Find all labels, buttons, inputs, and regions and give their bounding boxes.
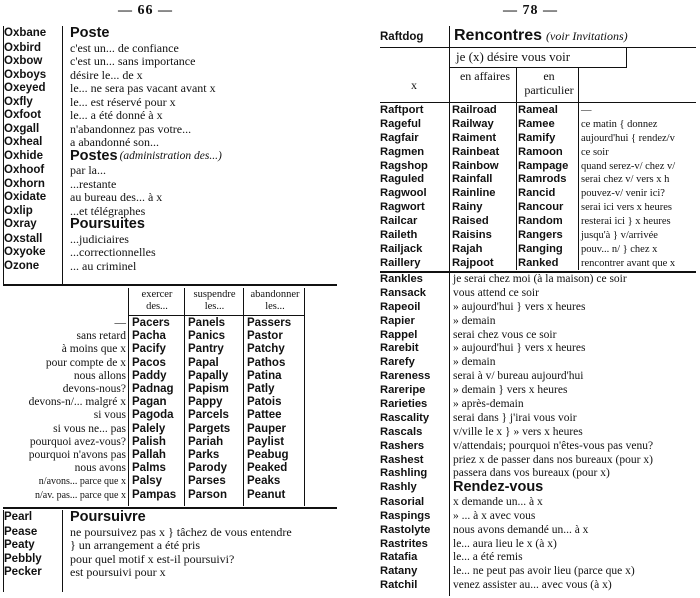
list-item — [4, 136, 334, 150]
list-item — [4, 178, 334, 192]
code-word: Oxgall — [4, 122, 40, 135]
code-word: Pearl — [4, 511, 33, 523]
entry-text: le... ne sera pas vacant avant x — [70, 81, 216, 95]
entry-text: venez assister au... avec vous (à x) — [453, 579, 612, 592]
list-item — [4, 82, 334, 96]
entry-text: ne poursuivez pas x } tâchez de vous entendre — [70, 524, 292, 539]
code-word: Pantry — [188, 343, 224, 356]
code-word: Ozone — [4, 259, 40, 272]
row-label: devons-nous? — [62, 383, 126, 395]
list-item — [380, 454, 698, 468]
list-item — [4, 218, 334, 233]
code-word: Rageful — [380, 117, 422, 130]
entry-text: c'est un... de confiance — [70, 40, 179, 55]
entry-text: quand serez-v/ chez v/ — [581, 160, 676, 172]
entry-text: — — [581, 105, 592, 116]
entry-text: passera dans vos bureaux (pour x) — [453, 467, 610, 480]
code-word: Ramify — [518, 131, 556, 144]
section-title: Rencontres — [454, 27, 543, 44]
code-word: Rainy — [452, 201, 483, 214]
code-word: Palish — [132, 435, 166, 448]
entry-text: je serai chez moi (à la maison) ce soir — [453, 273, 627, 285]
code-word: Raiment — [452, 131, 497, 144]
column-header: en particulier — [524, 69, 574, 97]
code-word: Oxfly — [4, 95, 33, 108]
code-word: Railroad — [452, 104, 497, 116]
row-label: si vous — [93, 409, 126, 422]
code-word: Ratafia — [380, 551, 418, 564]
entry-text: au bureau des... à x — [70, 190, 163, 204]
code-word: Papally — [188, 369, 229, 382]
entry-text: par la... — [70, 163, 106, 177]
code-word: Rastolyte — [380, 523, 431, 536]
entry-text: Poste — [70, 25, 110, 41]
code-word: Raillery — [380, 256, 421, 269]
entry-text: serai dans } j'irai vous voir — [453, 411, 577, 424]
entry-text: le... aura lieu le x (à x) — [453, 537, 557, 550]
list-item — [4, 539, 334, 553]
entry-text: serai ici vers x heures — [581, 202, 672, 214]
row-label: sans retard — [76, 330, 126, 343]
matrix-table — [0, 288, 338, 506]
code-word: Papal — [188, 356, 219, 369]
entry-text: » après-demain — [453, 398, 524, 411]
list-item — [380, 412, 698, 426]
table-row — [380, 173, 698, 187]
table-row — [380, 160, 698, 174]
table-row — [380, 257, 698, 271]
code-word: Ramrods — [518, 173, 567, 186]
code-word: Rajah — [452, 242, 483, 255]
entry-text: serai à v/ bureau aujourd'hui — [453, 370, 584, 383]
code-word: Patly — [247, 383, 275, 395]
code-word: Pargets — [188, 422, 231, 435]
code-word: Pease — [4, 525, 38, 538]
list-item — [380, 510, 698, 524]
table-row — [380, 215, 698, 229]
list-item — [380, 384, 698, 398]
code-word: Palely — [132, 422, 166, 435]
code-word: Patina — [247, 369, 282, 382]
right-page — [380, 0, 698, 598]
code-word: Padnag — [132, 383, 174, 395]
entry-text: pouv... n/ } chez x — [581, 243, 658, 255]
code-word: Ranked — [518, 256, 559, 269]
list-item — [4, 553, 334, 567]
subtitle: je (x) désire vous voir — [456, 49, 571, 64]
code-word: Passers — [247, 317, 292, 329]
list-item — [380, 342, 698, 356]
code-word: Rastrites — [380, 537, 428, 550]
poursuivre-section — [4, 511, 334, 580]
code-word: Pauper — [247, 422, 286, 435]
code-word: Railjack — [380, 242, 423, 255]
row-label: n/avons... parce que x — [38, 476, 126, 488]
code-word: Raisins — [452, 229, 492, 242]
entry-text: ce matin { donnez — [581, 118, 658, 130]
list-item — [4, 164, 334, 178]
row-label: à moins que x — [61, 343, 126, 356]
code-word: Rameal — [518, 104, 558, 116]
poste-section — [4, 27, 334, 273]
code-word: Ransack — [380, 286, 427, 299]
entry-text: » aujourd'hui } vers x heures — [453, 300, 586, 313]
code-word: Ratany — [380, 565, 418, 578]
code-word: Oxstall — [4, 232, 43, 245]
code-word: Ragmen — [380, 145, 425, 158]
entry-text: serai chez v/ vers x h — [581, 174, 670, 186]
code-word: Rasorial — [380, 495, 425, 508]
rencontres-table — [380, 104, 698, 271]
code-word: Peabug — [247, 449, 289, 461]
list-item — [380, 398, 698, 412]
code-word: Pariah — [188, 435, 224, 448]
code-word: Pampas — [132, 488, 177, 501]
code-word: Pagoda — [132, 409, 174, 422]
entry-text: ...restante — [70, 176, 117, 191]
code-word: Rashers — [380, 439, 425, 452]
code-word: Oxhoof — [4, 164, 45, 176]
table-row — [380, 201, 698, 215]
section-note: (voir Invitations) — [546, 29, 628, 43]
code-word: Parks — [188, 449, 220, 461]
code-word: Oxbane — [4, 27, 47, 39]
code-word: Oxeyed — [4, 82, 46, 94]
list-item — [380, 579, 698, 593]
code-word: Rascality — [380, 411, 430, 424]
entry-text: le... a été remis — [453, 551, 523, 564]
table-row — [380, 118, 698, 132]
entry-text: le... ne peut pas avoir lieu (parce que x) — [453, 565, 635, 578]
code-word: Parcels — [188, 409, 229, 422]
code-word: Oxidate — [4, 191, 47, 203]
code-word: Oxboys — [4, 68, 47, 81]
code-word: Rapier — [380, 314, 415, 327]
row-label: n/av. pas... parce que x — [35, 489, 126, 501]
list-item — [4, 511, 334, 526]
entry-text: » demain — [453, 356, 496, 369]
entry-text: désire le... de x — [70, 67, 143, 82]
code-word: Rareness — [380, 370, 431, 383]
list-item — [380, 481, 698, 496]
code-word: Oxheal — [4, 136, 43, 148]
code-word: Pacos — [132, 356, 166, 369]
code-word: Oxray — [4, 218, 37, 230]
entry-text: n'abandonnez pas votre... — [70, 121, 192, 136]
code-word: Paddy — [132, 369, 167, 382]
entry-text: a abandonné son... — [70, 135, 159, 149]
code-word: Rainfall — [452, 173, 493, 186]
list-item — [4, 42, 334, 56]
code-word: Rancid — [518, 187, 556, 200]
entry-text: » ... à x avec vous — [453, 509, 536, 522]
code-word: Railway — [452, 117, 494, 130]
entry-text: ...et télégraphes — [70, 203, 146, 218]
code-word: Oxfoot — [4, 109, 42, 121]
code-word: Panics — [188, 330, 226, 343]
code-word: Raguled — [380, 173, 425, 186]
code-word: Raspings — [380, 509, 431, 522]
list-item — [380, 301, 698, 315]
code-word: Rainline — [452, 187, 496, 200]
row-label: nous allons — [73, 369, 126, 382]
entry-text: v/attendais; pourquoi n'êtes-vous pas venu? — [453, 439, 654, 452]
code-word: Rarebit — [380, 342, 419, 355]
list-item — [380, 426, 698, 440]
entry-text: jusqu'à } v/arrivée — [581, 230, 658, 242]
list-item — [4, 27, 334, 42]
code-word: Oxyoke — [4, 246, 46, 258]
entry-text: priez x de passer dans nos bureaux (pour x) — [453, 453, 653, 466]
code-word: Ragwool — [380, 187, 427, 200]
list-item — [380, 370, 698, 384]
code-word: Oxbow — [4, 55, 43, 67]
code-word: Paylist — [247, 435, 285, 448]
code-word: Oxhide — [4, 149, 43, 162]
code-word: Palms — [132, 462, 166, 475]
code-word: Ragfair — [380, 131, 419, 144]
code-word: Peaks — [247, 475, 281, 488]
code-word: Ratchil — [380, 579, 418, 592]
table-row — [380, 229, 698, 243]
entry-text: Poursuites — [70, 216, 145, 232]
list-item — [380, 356, 698, 370]
column-header: abandonner les... — [250, 289, 300, 312]
code-word: Rascals — [380, 425, 423, 438]
entry-text: » aujourd'hui } vers x heures — [453, 342, 586, 355]
code-word: Patchy — [247, 343, 285, 356]
entry-text: ...judiciaires — [70, 231, 129, 246]
entry-text: Rendez-vous — [453, 479, 544, 496]
list-item — [4, 566, 334, 580]
code-word: Ragwort — [380, 201, 425, 214]
row-label: devons-n/... malgré x — [28, 396, 126, 409]
code-word: Raileth — [380, 229, 418, 242]
entry-text: vous attend ce soir — [453, 286, 539, 299]
code-word: Oxhorn — [4, 177, 45, 190]
code-word: Papism — [188, 383, 229, 395]
entry-text: ce soir — [581, 146, 609, 158]
code-word: Rarieties — [380, 398, 428, 411]
entry-text: resterai ici } x heures — [581, 216, 671, 228]
code-word: Random — [518, 215, 563, 228]
code-word: Rareripe — [380, 384, 426, 397]
code-word: Ragshop — [380, 159, 428, 172]
code-word: Pacers — [132, 317, 170, 329]
code-word: Rankles — [380, 273, 423, 285]
table-row — [380, 243, 698, 257]
list-item — [4, 55, 334, 69]
code-word: Railcar — [380, 215, 418, 228]
code-word: Pebbly — [4, 552, 42, 565]
entry-text: } un arrangement a été pris — [70, 538, 201, 552]
code-word: Rappel — [380, 328, 418, 341]
code-word: Ramoon — [518, 145, 563, 158]
column-header: x — [411, 78, 417, 92]
table-row — [380, 187, 698, 201]
entry-text: c'est un... sans importance — [70, 54, 196, 68]
top-code: Raftdog — [380, 31, 424, 43]
entry-text: » demain — [453, 314, 496, 327]
code-word: Rainbeat — [452, 145, 500, 158]
table-row — [380, 104, 698, 118]
code-word: Pacha — [132, 330, 166, 343]
rendez-vous-section — [380, 273, 698, 593]
list-item — [4, 246, 334, 260]
code-word: Rangers — [518, 229, 563, 242]
code-word: Rampage — [518, 159, 569, 172]
entry-text: aujourd'hui { rendez/v — [581, 132, 675, 144]
code-word: Rashly — [380, 481, 417, 494]
table-row — [380, 132, 698, 146]
list-item — [4, 526, 334, 540]
entry-text: ... au criminel — [70, 258, 137, 273]
list-item — [4, 191, 334, 205]
code-word: Rarefy — [380, 356, 415, 369]
code-word: Pecker — [4, 566, 42, 578]
list-item — [4, 260, 334, 274]
list-item — [380, 524, 698, 538]
list-item — [380, 551, 698, 565]
code-word: Peaked — [247, 462, 288, 475]
entry-text: pouvez-v/ venir ici? — [581, 188, 665, 200]
entry-text: » demain } vers x heures — [453, 384, 568, 397]
code-word: Pagan — [132, 396, 167, 409]
entry-text: x demande un... à x — [453, 495, 543, 508]
list-item — [4, 233, 334, 247]
code-word: Oxbird — [4, 41, 42, 54]
column-header: en affaires — [459, 69, 511, 83]
code-word: Raised — [452, 215, 489, 228]
entry-text: nous avons demandé un... à x — [453, 523, 589, 536]
code-word: Rainbow — [452, 159, 499, 172]
list-item — [380, 315, 698, 329]
list-item — [4, 96, 334, 110]
code-word: Pallah — [132, 449, 166, 461]
code-word: Panels — [188, 317, 226, 329]
entry-text: ...correctionnelles — [70, 245, 156, 259]
row-label: pourquoi n'avons pas — [28, 449, 126, 461]
list-item — [4, 147, 334, 165]
entry-note: (administration des...) — [119, 149, 222, 162]
row-label: — — [114, 317, 126, 329]
page-number: — 78 — — [503, 3, 558, 18]
entry-text: le... a été donné à x — [70, 108, 163, 122]
code-word: Peanut — [247, 488, 286, 501]
row-label: pour compte de x — [45, 356, 126, 369]
list-item — [380, 287, 698, 301]
code-word: Rashest — [380, 453, 424, 466]
code-word: Ramee — [518, 117, 555, 130]
list-item — [4, 109, 334, 123]
entry-text: rencontrer avant que x — [581, 257, 676, 269]
list-item — [380, 538, 698, 552]
entry-text: v/ville le x } » vers x heures — [453, 425, 583, 438]
entry-text: pour quel motif x est-il poursuivi? — [70, 551, 235, 566]
row-label: si vous ne... pas — [53, 422, 126, 435]
page-number: — 66 — — [118, 3, 173, 18]
row-label: pourquoi avez-vous? — [29, 435, 126, 448]
entry-text: serai chez vous ce soir — [453, 328, 557, 341]
list-item — [4, 69, 334, 83]
code-word: Peaty — [4, 539, 35, 551]
table-row — [380, 146, 698, 160]
code-word: Pattee — [247, 409, 282, 422]
list-item — [4, 123, 334, 137]
entry-text: le... est réservé pour x — [70, 94, 176, 109]
list-item — [380, 329, 698, 343]
code-word: Parson — [188, 488, 227, 501]
code-word: Ranging — [518, 242, 563, 255]
left-page — [0, 0, 338, 598]
code-word: Palsy — [132, 475, 163, 488]
column-header: exercer des... — [141, 289, 173, 312]
code-word: Patois — [247, 396, 282, 409]
code-word: Rancour — [518, 201, 564, 214]
code-word: Raftport — [380, 104, 424, 116]
code-word: Rapeoil — [380, 300, 421, 313]
code-word: Pappy — [188, 396, 223, 409]
code-word: Oxlip — [4, 204, 33, 217]
list-item — [380, 565, 698, 579]
code-word: Pathos — [247, 356, 286, 369]
list-item — [380, 496, 698, 510]
column-header: suspendre les... — [193, 289, 236, 312]
entry-text: Poursuivre — [70, 509, 146, 525]
code-word: Parses — [188, 475, 226, 488]
list-item — [380, 440, 698, 454]
code-word: Rashling — [380, 467, 428, 480]
entry-text: Postes — [70, 147, 118, 164]
entry-text: est poursuivi pour x — [70, 565, 166, 579]
list-item — [4, 205, 334, 219]
code-word: Pastor — [247, 330, 283, 343]
code-word: Rajpoot — [452, 256, 494, 269]
code-word: Pacify — [132, 343, 166, 356]
row-label: nous avons — [74, 462, 126, 475]
list-item — [380, 273, 698, 287]
code-word: Parody — [188, 462, 227, 475]
